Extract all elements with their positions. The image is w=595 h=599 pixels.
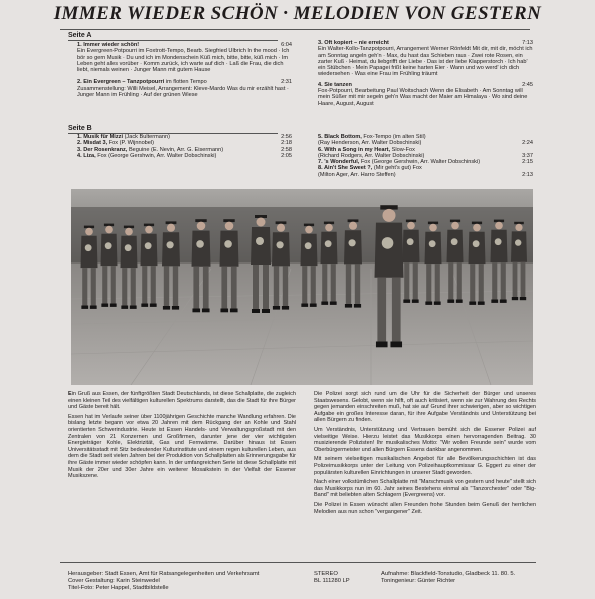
essen-intro-text [68,391,296,483]
credit-cover: Cover Gestaltung: Karin Steinwedel [68,578,160,584]
track-duration: 3:37 [522,152,533,159]
track-duration: 2:15 [522,159,533,166]
credit-publisher: Herausgeber: Stadt Essen, Amt für Ratsangelegenheiten und Verkehrsamt [68,571,260,577]
credit-engineer: Toningenieur: Günter Richter [381,578,456,584]
track-composer: Fox (George Gershwin, Arr. Walter Dobschinski) [97,152,217,159]
track-duration: 2:58 [281,146,292,153]
track-composer: Slow-Fox [391,146,415,153]
track-description: Fox-Potpourri, Bearbeitung Paul Woitschach Wenn die Elisabeth · Am Sonntag will mein Süßer mit mir segeln geh'n Was macht der Maier am Himalaya · Wo sind deine Haare, August, August [318,88,528,107]
track-title: 4. Liza, [77,152,96,159]
track-description: Ein Walter-Kollo-Tanzpotpourri, Arrangement Werner Rönfeldt Mit dir, mit dir, möcht ich am Sonntag angeln geh'n · Max, du hast das Schieben raus · Zwei rote Rosen, ein zarter Kuß · Heimat, du liebgrifft der Liebe · Das ist der liebe Klapperstorch · Ich hab' ein Stübchen · Mein Papagei frißt keine harten Eier · Wann und wo werd' ich dich wiedersehen · Was eine Frau im Frühling träumt [318,46,533,78]
stereo-label: STEREO [314,571,338,577]
credits-left [68,571,259,592]
track-duration: 6:04 [281,42,292,48]
track-duration: 2:24 [522,140,533,147]
track-duration: 2:05 [281,152,292,159]
paragraph: Essen hat im Verlaufe seiner über 1100jährigen Geschichte manche Wandlung erfahren. Die bislang letzte begann vor etwa 20 Jahren mit dem Rückgang der an Kohle und Stahl orientierten Schwerindustrie. Heute ist Essen Handels- und Verwaltungsgroßstadt mit den Zentralen von 21 Konzernen und Großfirmen, darunter jene der vier wichtigsten Energieträger Kohle, Elektrizität, Gas und Fernwärme. Darüber hinaus ist Essen Universitätsstadt mit Sitz bedeutender Kulturinstitute und einem regen kulturellen Leben, aus dem die Stadt seit vielen Jahren bei der Produktion von Schallplatten als Erinnerungsgabe für ihre Gäste immer wieder schöpfen kann. In der umfangreichen Serie ist diese Schallplatte mit Musik der 20er und 30er Jahre ein weiterer Mosaikstein in der Vielfalt der Essener Musikszene. [68,413,296,480]
track-arranger: (Ray Henderson, Arr. Walter Dobschinski) [318,140,422,147]
track-duration: 2:18 [281,140,292,147]
polizei-text [314,391,536,518]
seite-a-left-column [77,42,292,102]
seite-a-right-column [318,40,533,111]
track-composer: Fox (P. Wijnnobel) [108,140,155,147]
track-title-extra: im flotten Tempo [165,79,207,86]
paragraph: Mit seinem vielseitigen musikalischen Angebot für alle Bevölkerungsschichten ist das Polizeimusikkorps unter der Leitung von Polizeihauptkommissar G. Eggert zu einer der populärsten kulturellen Einrichtungen in unserer Stadt geworden. [314,456,536,476]
track-duration: 7:13 [522,40,533,46]
album-title: IMMER WIEDER SCHÖN · MELODIEN VON GESTERN [53,3,542,24]
track-b8-sub [318,172,533,178]
track-a4 [318,82,533,107]
track-title: 1. Immer wieder schön! [77,42,140,48]
track-duration: 2:45 [522,81,533,88]
track-title: 2. Misdat 3, [77,140,108,147]
credits-right [381,571,515,585]
top-rule [60,29,530,30]
seite-b-right-column [318,134,533,178]
track-description: Zusammenstellung: Willi Meisel, Arrangement: Kleve-Mardo Was du mir erzählt hast · Junger Mann im Frühling · Auf der grünen Wiese [77,85,289,99]
track-title: 3. Der Rosenkranz, [77,146,128,153]
track-title: 8. Ain't She Sweet ?, [318,165,373,172]
seite-a-underline [68,40,278,41]
catalog-block [314,571,350,585]
track-duration: 2:31 [281,79,292,86]
track-arranger: (Richard Rodgers, Arr. Walter Dobschinski) [318,152,425,159]
track-composer: (Jack Bultermann) [124,134,170,140]
track-composer: Beguine (E. Nevin, Arr. G. Eisermann) [128,146,224,153]
credit-photo: Titel-Foto: Peter Happel, Stadtbildstelle [68,585,169,591]
track-title: 7. 's Wonderful, [318,159,360,166]
track-a2 [77,79,292,98]
seite-b-heading: Seite B [68,125,92,132]
track-title: 4. Sie tanzen [318,81,352,88]
catalog-number: BL 111280 LP [314,578,350,584]
track-description: Ein Evergreen-Potpourri im Foxtrott-Tempo, Bearb. Siegfried Ulbrich In the mood · Ich bör so gern Musik · Du und ich im Mondenschein Küß mich, bitte, bitte, küß mich · Im Leben geht alles vorüber · Komm zurück, ich warte auf dich · Laß die Frau, die dich liebt, niemals weinen · Junger Mann mit gutem Hause [77,48,290,74]
track-title: 5. Black Bottom, [318,134,362,140]
track-title: 2. Ein Evergreen – Tanzpotpourri [77,79,165,86]
track-composer: Fox-Tempo (im alten Stil) [363,134,426,140]
credit-recording: Aufnahme: Blackfield-Tonstudio, Gladbeck 11. 80. 5. [381,571,516,577]
band-photo [71,189,533,385]
track-composer: (Mir geht's gut) Fox [373,165,422,172]
track-duration: 2:13 [522,171,533,178]
track-title: 3. Oft kopiert – nie erreicht [318,40,389,46]
seite-a-heading: Seite A [68,32,92,39]
track-duration: 2:56 [281,134,292,140]
paragraph: Ein Gruß aus Essen, der fünftgrößten Stadt Deutschlands, ist diese Schallplatte, die zugleich einen kleinen Teil des vielfältigen kulturellen Spektrums darstellt, das die Stadt für ihre Bürger und Gäste bereit hält. [68,391,296,411]
track-b4 [77,153,292,159]
paragraph: Die Polizei in Essen wünscht allen Freunden frohe Stunden beim Genuß der herrlichen Melodien aus nun schon "vergangener" Zeit. [314,501,536,515]
bottom-rule [60,562,536,563]
paragraph: Um Verständnis, Unterstützung und Vertrauen bemüht sich die Essener Polizei auf vielseitige Weise. Hierzu leistet das Musikkorps einen hervorragenden Beitrag. 30 musizierende Polizisten! Ihr musikalisches Motto: "Wir wollen Freunde sein" wurde vom Oberbürgermeister und allen Bürgern Essens dankbar angenommen. [314,426,536,453]
track-title: 6. With a Song in my Heart, [318,146,391,153]
track-title: 1. Musik für Mizzi [77,134,123,140]
band-photo-illustration [71,189,533,385]
track-a3 [318,40,533,78]
track-arranger: (Milton Ager, Arr. Harro Steffen) [318,171,396,178]
paragraph: Nach einer volkstümlichen Schallplatte mit "Marschmusik von gestern und heute" stellt sich das Musikkorps nun im 60. Jahr seines Bestehens einmal als "Tanzorchester" oder "Big-Band" mit beliebten alten Schlagern (Evergreens) vor. [314,479,536,499]
paragraph: Die Polizei sorgt sich rund um die Uhr für die Sicherheit der Bürger und unseres Staatswesens. Gelobt, wenn sie hilft, oft auch kritisiert, wenn sie zur Wahrung des Rechts gegen jemanden einschreiten muß, hat sie auf Grund ihrer schwierigen, aber so wichtigen Aufgabe ein großes Interesse daran, für ihre Aufgabe Verständnis und Unterstützung bei allen Bürgern zu finden. [314,391,536,424]
track-composer: Fox (George Gershwin, Arr. Walter Dobschinski) [360,159,481,166]
track-a1 [77,42,292,73]
seite-b-left-column [77,134,292,159]
